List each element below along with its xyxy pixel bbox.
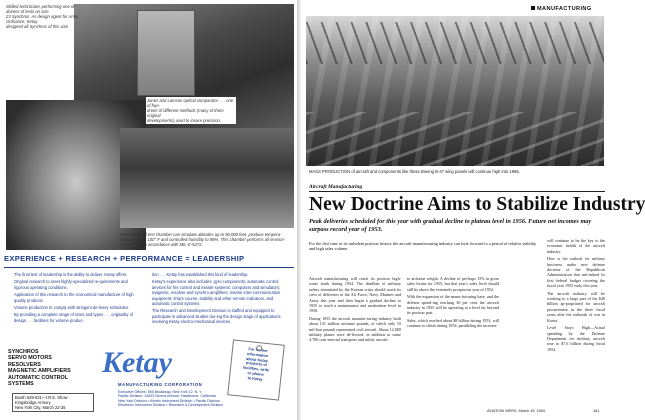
caption-environmental: Environmental test chamber can simulate altitudes up to 90,000 feet, produce tempera- tures to minus 100° F and controlled humidity to 98%. This chamber performs all environ- mental tests in accordance with MIL-E-5272.: [120, 232, 286, 247]
section-header: MANUFACTURING: [531, 6, 592, 12]
ketay-signature: [102, 346, 288, 416]
optical-comparator-photo: [137, 10, 195, 96]
kicker-rule: [309, 191, 605, 192]
corporation-name: MANUFACTURING CORPORATION: [118, 382, 203, 387]
article-deck: Peak deliveries scheduled for this year with gradual decline to plateau level in 1956. Future net incomes may surpass record year of 1953.: [309, 218, 592, 233]
booth-info-box: Booth 629-631—I.R.E. Show Kingsbridge Armory New York City, March 22-25: [12, 393, 94, 412]
page-number: 181: [593, 409, 600, 413]
photo-caption: MASS PRODUCTION of aircraft and components like these Boeing B-47 wing panels will continue high into 1956.: [309, 169, 520, 174]
ad-body-left: The final test of leadership is the ability to deliver. Ketay offers: Original research to meet highly-specialized re-quirements and rigorous operating conditions. Application of this research to the economical manufacture of high quality products. Volume production to comply with stringent de-livery schedules. By providing a complete range of sizes and types . . . originality of design . . . facilities for volume produc-: [14, 272, 134, 323]
article-page: [301, 0, 645, 420]
wing-panels: [306, 112, 604, 166]
article-column-3: will continue to be the key to the economic health of the aircraft industry. How is the outlook for military busi-ness under new defense doctrine of the Republican Administration that sub-mitted its first federal budget covering the fiscal year 1955 early this year. The aircraft industry will be working to a large part of the $40 billion ap-propriated for aircraft procurement in the three fiscal years after the outbreak of war in Korea. Level Stays High—Actual spending by the Defense Department for military aircraft rose to $7.6 billion during fiscal 1954.: [547, 238, 605, 352]
ketay-logo: Ketay: [102, 346, 172, 379]
company-addresses: Executive Offices: 555 Broadway, New York 12, N. Y. Pacific Division: 12833 Simms Avenue, Hawthorne, California New York Division • Kinetix Instrument Division • Pacific Division Electronic Instrument Division • Research & Development Division: [118, 390, 224, 407]
article-headline: New Doctrine Aims to Stabilize Industry: [309, 194, 645, 215]
article-kicker: Aircraft Manufacturing: [309, 184, 363, 190]
information-tag: For further information about Ketay products or facilities, write or phone to Ketay: [227, 339, 285, 400]
caption-technicians: Skilled technicians performing one of dozens of tests on size 23 Synchros. As design agent for Army Ordnance, Ketay designed all Synchros of this size.: [6, 4, 79, 29]
factory-floor-photo: [306, 16, 604, 166]
ketay-advertisement-page: [0, 0, 297, 420]
ad-body-right: tion . . . Ketay has established this kind of leadership. Ketay's experience also includes: gyro components; automatic control devices for fire control and missile systems; computers and simulators; magnetic, resolver and synchro amplifiers; marine inter-communication equipment; ship's course, stability and other remote indicators, and automatic control systems. The Research and Development Division is staffed and equipped to participate in advanced studies dur-ing the design stage of applications involving Ketay electro-mechanical devices.: [152, 272, 281, 325]
square-bullet-icon: [531, 6, 535, 10]
article-lede: For the first time in its turbulent postwar history the aircraft manufacturing industry can look forward to a period of relative stability and high sales volume.: [309, 241, 537, 252]
roof-truss: [306, 22, 604, 64]
article-column-2: to airframe weight. A decline of per-haps 15% in gross sales looms for 1955, but that year's sales level should still be above the extremely prosperous year of 1952. With the expansion of the manu-facturing base, and the defense spend-ing reaching 30 per cent, the aircraft industry in 1955 will be operating at a level far beyond its postwar past. Sales, which reached about $8 billion during 1953, will continue to climb during 1954, paralleling the increase: [407, 276, 499, 329]
leadership-banner: EXPERIENCE + RESEARCH + PERFORMANCE = LEADERSHIP: [4, 254, 294, 268]
caption-comparator: Jones and Lamson optical comparator . . . one of hun- dreds of different methods (many of them original developments) used to insure precision.: [146, 97, 236, 124]
environmental-chamber-photo: [120, 128, 294, 228]
page-footer: AVIATION WEEK, March 15, 1954: [487, 409, 545, 413]
product-list: SYNCHROS SERVO MOTORS RESOLVERS MAGNETIC AMPLIFIERS AUTOMATIC CONTROL SYSTEMS: [8, 349, 71, 388]
article-column-1: Aircraft manufacturing will reach its postwar high-water mark during 1954. The deadline of military orders stimulated by the Korean crisis should reach its crest of deliveries to the Air Force, Navy, Marines and Army this year and then begin a gradual decline to 1955 to reach a maintenance and moderation level in 1956. During 1953 the aircraft manufac-turing industry built about 131 million airframe pounds, of which only 10 mil-lion pounds represented civil aircraft. About 12,000 military planes were de-livered, in addition to some 4,700 com-mercial transports and utility aircraft.: [309, 276, 401, 343]
